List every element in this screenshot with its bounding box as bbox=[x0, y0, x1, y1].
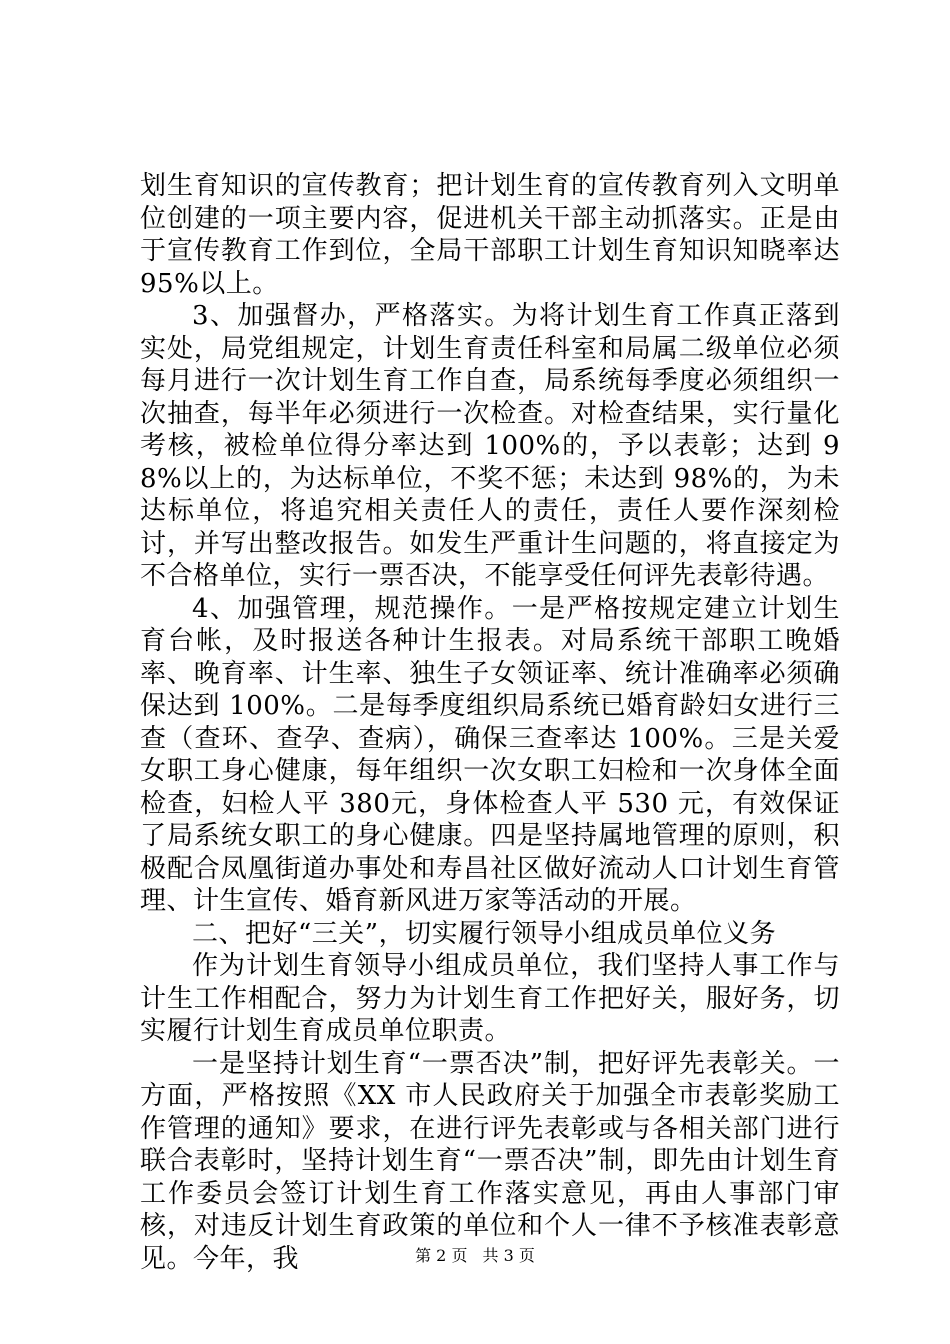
document-body bbox=[140, 170, 840, 1275]
paragraph: 3、加强督办，严格落实。为将计划生育工作真正落到实处，局党组规定，计划生育责任科室和局属二级单位必须每月进行一次计划生育工作自查，局系统每季度必须组织一次抽查，每半年必须进行一次检查。对检查结果，实行量化考核，被检单位得分率达到 100%的，予以表彰；达到 98%以上的，为达标单位，不奖不惩；未达到 98%的，为未达标单位，将追究相关责任人的责任，责任人要作深刻检讨，并写出整改报告。如发生严重计生问题的，将直接定为不合格单位，实行一票否决，不能享受任何评先表彰待遇。 bbox=[140, 301, 840, 591]
page-number: 第 2 页 bbox=[415, 1246, 468, 1265]
paragraph: 作为计划生育领导小组成员单位，我们坚持人事工作与计生工作相配合，努力为计划生育工作把好关，服好务，切实履行计划生育成员单位职责。 bbox=[140, 951, 840, 1046]
paragraph: 一是坚持计划生育“一票否决”制，把好评先表彰关。一方面，严格按照《XX 市人民政府关于加强全市表彰奖励工作管理的通知》要求，在进行评先表彰或与各相关部门进行联合表彰时，坚持计划生育“一票否决”制，即先由计划生育工作委员会签订计划生育工作落实意见，再由人事部门审核，对违反计划生育政策的单位和个人一律不予核准表彰意见。今年，我 bbox=[140, 1048, 840, 1274]
page-footer bbox=[0, 1246, 950, 1266]
paragraph: 划生育知识的宣传教育；把计划生育的宣传教育列入文明单位创建的一项主要内容，促进机关干部主动抓落实。正是由于宣传教育工作到位，全局干部职工计划生育知识知晓率达 95%以上。 bbox=[140, 171, 840, 299]
paragraph: 4、加强管理，规范操作。一是严格按规定建立计划生育台帐，及时报送各种计生报表。对局系统干部职工晚婚率、晚育率、计生率、独生子女领证率、统计准确率必须确保达到 100%。二是每季度组织局系统已婚育龄妇女进行三查（查环、查孕、查病），确保三查率达 100%。三是关爱女职工身心健康，每年组织一次女职工妇检和一次身体全面检查，妇检人平 380元，身体检查人平 530 元，有效保证了局系统女职工的身心健康。四是坚持属地管理的原则，积极配合凤凰街道办事处和寿昌社区做好流动人口计划生育管理、计生宣传、婚育新风进万家等活动的开展。 bbox=[140, 593, 840, 916]
section-heading: 二、把好“三关”，切实履行领导小组成员单位义务 bbox=[192, 918, 777, 949]
page-total: 共 3 页 bbox=[482, 1246, 535, 1265]
